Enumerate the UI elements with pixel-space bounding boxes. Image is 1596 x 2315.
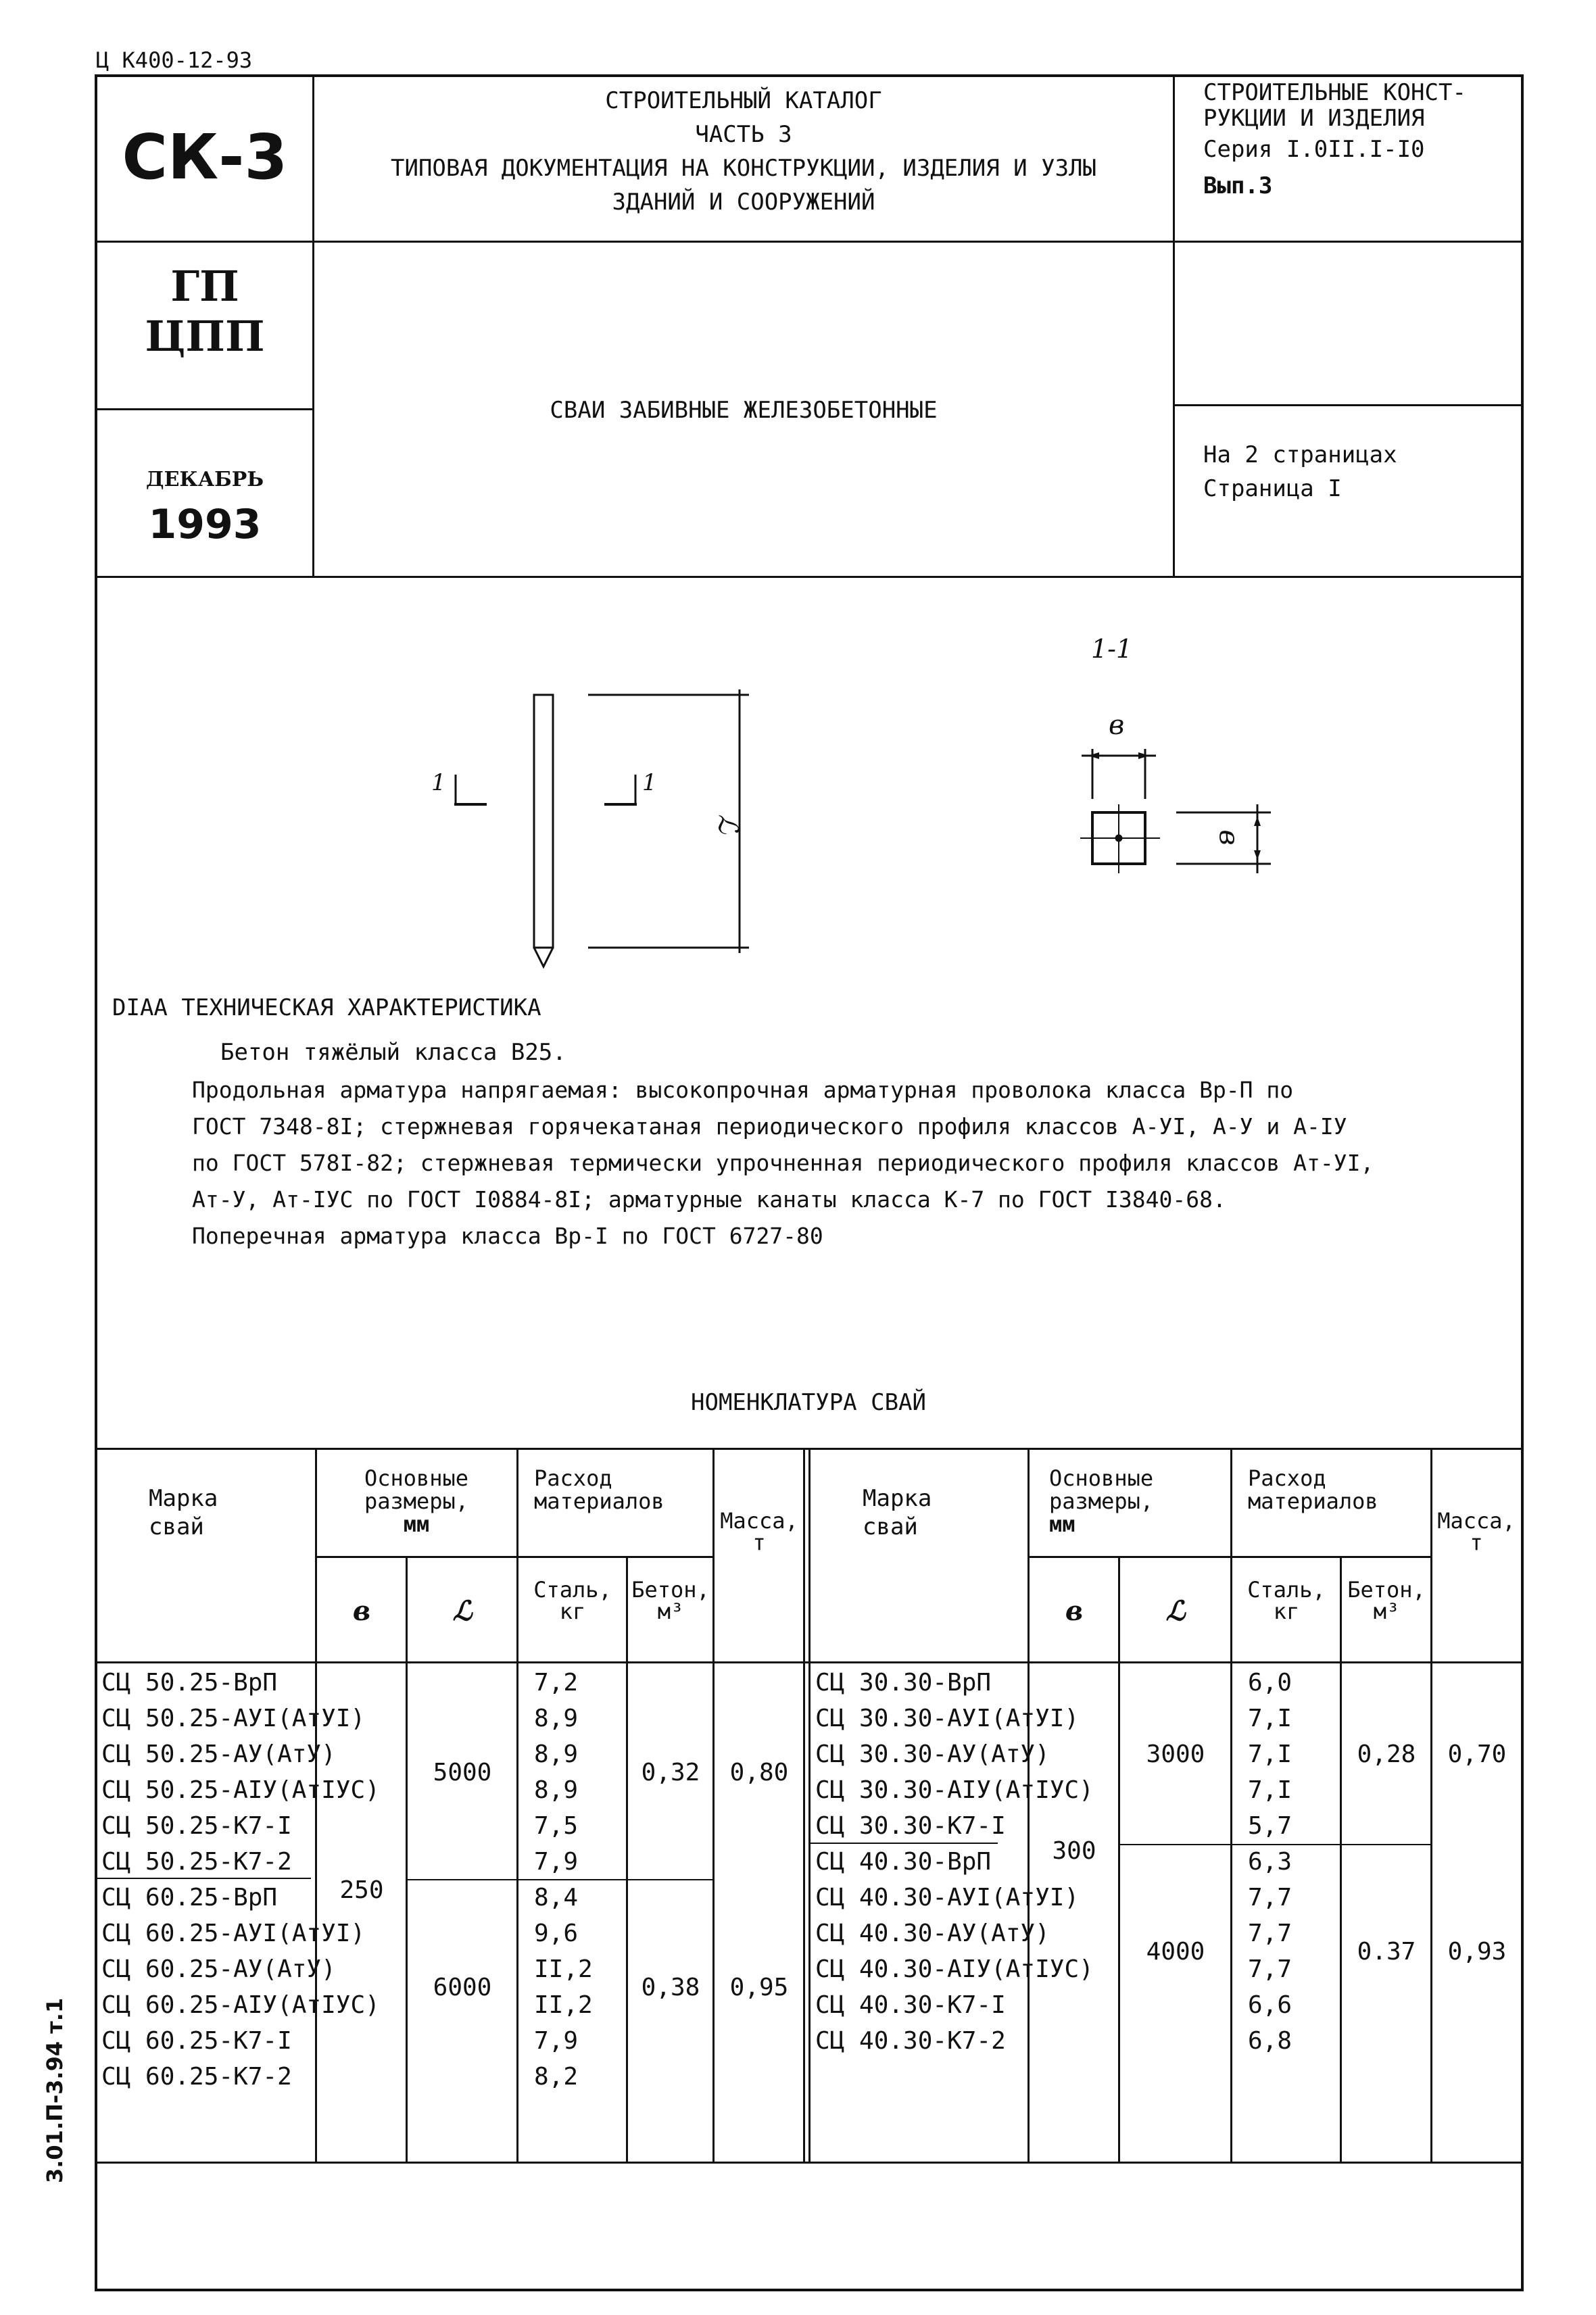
header-text: Основные bbox=[1049, 1465, 1154, 1491]
steel-value: 7,9 bbox=[534, 2027, 579, 2055]
pile-mark: СЦ 50.25-АУI(АтУI) bbox=[101, 1705, 366, 1732]
header-concrete-right bbox=[1343, 1579, 1430, 1622]
header-l-left: ℒ bbox=[452, 1595, 473, 1627]
header-text: Сталь, bbox=[533, 1577, 612, 1603]
header-steel-left bbox=[519, 1579, 626, 1622]
length-dimension-label: ℒ bbox=[712, 814, 744, 834]
cut-mark-left: 1 bbox=[431, 769, 446, 796]
width-value: 300 bbox=[1052, 1837, 1096, 1866]
header-text: Масса, bbox=[1437, 1508, 1516, 1534]
header-text: Сталь, bbox=[1247, 1577, 1326, 1603]
pile-mark: СЦ 40.30-К7-I bbox=[815, 1991, 1006, 2019]
steel-value: 6,8 bbox=[1248, 2027, 1292, 2055]
section-label: 1-1 bbox=[1091, 634, 1133, 664]
pile-mark: СЦ 60.25-К7-I bbox=[101, 2027, 292, 2055]
header-text: материалов bbox=[534, 1488, 664, 1514]
steel-value: 6,0 bbox=[1248, 1669, 1292, 1697]
pile-mark: СЦ 30.30-АIУ(АтIУС) bbox=[815, 1776, 1094, 1804]
concrete-value: 0,28 bbox=[1357, 1740, 1416, 1768]
catalog-title-line: ЧАСТЬ 3 bbox=[695, 121, 792, 148]
width-dimension-label-top: в bbox=[1109, 710, 1125, 741]
header-b-left: в bbox=[352, 1595, 371, 1627]
catalog-code: СК-3 bbox=[122, 121, 288, 193]
steel-value: 7,I bbox=[1248, 1776, 1292, 1804]
header-text: м³ bbox=[1373, 1599, 1400, 1624]
steel-value: 9,6 bbox=[534, 1920, 579, 1947]
header-text: т bbox=[752, 1530, 766, 1555]
pile-mark: СЦ 30.30-АУI(АтУI) bbox=[815, 1705, 1080, 1732]
header-text: мм bbox=[1049, 1511, 1075, 1537]
mass-value: 0,95 bbox=[729, 1973, 789, 2001]
header-mark-left bbox=[149, 1484, 218, 1541]
header-concrete-left bbox=[629, 1579, 712, 1622]
header-text: кг bbox=[559, 1599, 586, 1624]
header-text: Бетон, bbox=[631, 1577, 710, 1603]
pile-shaft bbox=[534, 695, 553, 948]
tech-line: Продольная арматура напрягаемая: высокопрочная арматурная проволока класса Вр-П по bbox=[192, 1077, 1294, 1103]
pages-total: На 2 страницах bbox=[1203, 441, 1397, 468]
tech-line: ГОСТ 7348-8I; стержневая горячекатаная периодического профиля классов А-УI, А-У и А-IУ bbox=[192, 1113, 1347, 1140]
tech-heading: DIAA ТЕХНИЧЕСКАЯ ХАРАКТЕРИСТИКА bbox=[112, 994, 541, 1021]
length-value: 5000 bbox=[433, 1758, 492, 1786]
pile-mark: СЦ 50.25-К7-I bbox=[101, 1812, 292, 1840]
pile-mark: СЦ 40.30-АУI(АтУI) bbox=[815, 1884, 1080, 1911]
table-title: НОМЕНКЛАТУРА СВАЙ bbox=[691, 1389, 926, 1416]
header-text: Марка bbox=[149, 1485, 218, 1512]
header-text: Основные bbox=[364, 1465, 469, 1491]
catalog-title-line: ЗДАНИЙ И СООРУЖЕНИЙ bbox=[612, 189, 875, 216]
org-line1: ГП bbox=[170, 262, 239, 311]
steel-value: 7,2 bbox=[534, 1669, 579, 1697]
corner-code: Ц К400-12-93 bbox=[96, 47, 253, 73]
pile-mark: СЦ 60.25-АУ(АтУ) bbox=[101, 1955, 336, 1983]
page-number: Страница I bbox=[1203, 475, 1342, 502]
length-value: 4000 bbox=[1146, 1937, 1205, 1966]
header-text: мм bbox=[403, 1511, 430, 1537]
steel-value: 7,7 bbox=[1248, 1955, 1292, 1983]
side-stamp: 3.01.П-3.94 т.1 bbox=[42, 1997, 68, 2183]
pile-mark: СЦ 30.30-ВрП bbox=[815, 1669, 992, 1697]
header-text: свай bbox=[149, 1513, 204, 1540]
pile-tip bbox=[534, 948, 553, 967]
tech-line: по ГОСТ 578I-82; стержневая термически упрочненная периодического профиля классов Ат-УI, bbox=[192, 1150, 1374, 1176]
mass-value: 0,80 bbox=[729, 1758, 789, 1786]
header-steel-right bbox=[1233, 1579, 1340, 1622]
pile-mark: СЦ 30.30-АУ(АтУ) bbox=[815, 1740, 1050, 1768]
steel-value: 8,9 bbox=[534, 1740, 579, 1768]
pile-mark: СЦ 50.25-АУ(АтУ) bbox=[101, 1740, 336, 1768]
header-text: свай bbox=[863, 1513, 918, 1540]
header-dims-right bbox=[1049, 1467, 1229, 1536]
header-dims-left bbox=[318, 1467, 515, 1536]
header-text: т bbox=[1470, 1530, 1483, 1555]
pile-mark: СЦ 60.25-К7-2 bbox=[101, 2063, 292, 2091]
tech-line: Поперечная арматура класса Вр-I по ГОСТ 6727-80 bbox=[192, 1223, 823, 1249]
pile-mark: СЦ 40.30-АУ(АтУ) bbox=[815, 1920, 1050, 1947]
pile-mark: СЦ 40.30-К7-2 bbox=[815, 2027, 1006, 2055]
header-mass-right bbox=[1432, 1510, 1521, 1553]
pile-mark: СЦ 50.25-ВрП bbox=[101, 1669, 278, 1697]
header-text: м³ bbox=[657, 1599, 684, 1624]
header-text: размеры, bbox=[364, 1488, 469, 1514]
steel-value: 8,9 bbox=[534, 1776, 579, 1804]
header-materials-left bbox=[534, 1467, 664, 1513]
steel-value: 8,9 bbox=[534, 1705, 579, 1732]
header-l-right: ℒ bbox=[1165, 1595, 1186, 1627]
steel-value: 7,7 bbox=[1248, 1920, 1292, 1947]
steel-value: 8,2 bbox=[534, 2063, 579, 2091]
issue-month: ДЕКАБРЬ bbox=[145, 468, 264, 491]
concrete-value: 0,38 bbox=[641, 1973, 700, 2001]
width-dimension-label-side: в bbox=[1213, 829, 1244, 846]
width-value: 250 bbox=[339, 1876, 384, 1905]
pile-mark: СЦ 50.25-К7-2 bbox=[101, 1848, 292, 1876]
steel-value: 7,5 bbox=[534, 1812, 579, 1840]
issue-year: 1993 bbox=[148, 501, 262, 548]
header-mark-right bbox=[863, 1484, 932, 1541]
pile-mark: СЦ 40.30-ВрП bbox=[815, 1848, 992, 1876]
header-b-right: в bbox=[1065, 1595, 1084, 1627]
pile-mark: СЦ 40.30-АIУ(АтIУС) bbox=[815, 1955, 1094, 1983]
mass-value: 0,93 bbox=[1447, 1937, 1507, 1966]
pile-drawing bbox=[0, 0, 1596, 1014]
pile-mark: СЦ 50.25-АIУ(АтIУС) bbox=[101, 1776, 380, 1804]
header-text: Марка bbox=[863, 1485, 932, 1512]
tech-line: Ат-У, Ат-IУС по ГОСТ I0884-8I; арматурные канаты класса К-7 по ГОСТ I3840-68. bbox=[192, 1186, 1226, 1213]
header-text: Расход bbox=[534, 1465, 612, 1491]
length-value: 6000 bbox=[433, 1973, 492, 2001]
product-title: СВАИ ЗАБИВНЫЕ ЖЕЛЕЗОБЕТОННЫЕ bbox=[550, 397, 938, 424]
steel-value: 7,I bbox=[1248, 1705, 1292, 1732]
cut-mark-right: 1 bbox=[642, 769, 657, 796]
header-materials-right bbox=[1248, 1467, 1378, 1513]
header-text: Расход bbox=[1248, 1465, 1326, 1491]
header-text: Бетон, bbox=[1347, 1577, 1426, 1603]
concrete-value: 0,32 bbox=[641, 1758, 700, 1786]
steel-value: 5,7 bbox=[1248, 1812, 1292, 1840]
steel-value: 6,3 bbox=[1248, 1848, 1292, 1876]
tech-concrete: Бетон тяжёлый класса В25. bbox=[220, 1039, 566, 1066]
pile-mark: СЦ 30.30-К7-I bbox=[815, 1812, 1006, 1840]
header-text: кг bbox=[1273, 1599, 1300, 1624]
length-value: 3000 bbox=[1146, 1740, 1205, 1768]
pile-mark: СЦ 60.25-АУI(АтУI) bbox=[101, 1920, 366, 1947]
header-text: размеры, bbox=[1049, 1488, 1154, 1514]
pile-mark: СЦ 60.25-ВрП bbox=[101, 1884, 278, 1911]
issue-number: Вып.3 bbox=[1203, 172, 1273, 199]
concrete-value: 0.37 bbox=[1357, 1937, 1416, 1966]
pile-mark: СЦ 60.25-АIУ(АтIУС) bbox=[101, 1991, 380, 2019]
section-title-line: РУКЦИИ И ИЗДЕЛИЯ bbox=[1203, 105, 1425, 132]
steel-value: 7,9 bbox=[534, 1848, 579, 1876]
steel-value: II,2 bbox=[534, 1955, 593, 1983]
steel-value: II,2 bbox=[534, 1991, 593, 2019]
tech-reinforcement bbox=[192, 1072, 1374, 1254]
steel-value: 7,I bbox=[1248, 1740, 1292, 1768]
mass-value: 0,70 bbox=[1447, 1740, 1507, 1768]
org-line2: ЦПП bbox=[145, 312, 265, 361]
steel-value: 8,4 bbox=[534, 1884, 579, 1911]
header-mass-left bbox=[715, 1510, 803, 1553]
series-number: Серия I.0II.I-I0 bbox=[1203, 136, 1425, 163]
steel-value: 7,7 bbox=[1248, 1884, 1292, 1911]
section-title-line: СТРОИТЕЛЬНЫЕ КОНСТ- bbox=[1203, 79, 1466, 106]
steel-value: 6,6 bbox=[1248, 1991, 1292, 2019]
catalog-title-line: ТИПОВАЯ ДОКУМЕНТАЦИЯ НА КОНСТРУКЦИИ, ИЗДЕЛИЯ И УЗЛЫ bbox=[391, 155, 1096, 182]
header-text: материалов bbox=[1248, 1488, 1378, 1514]
header-text: Масса, bbox=[720, 1508, 798, 1534]
catalog-title-line: СТРОИТЕЛЬНЫЙ КАТАЛОГ bbox=[605, 87, 882, 114]
